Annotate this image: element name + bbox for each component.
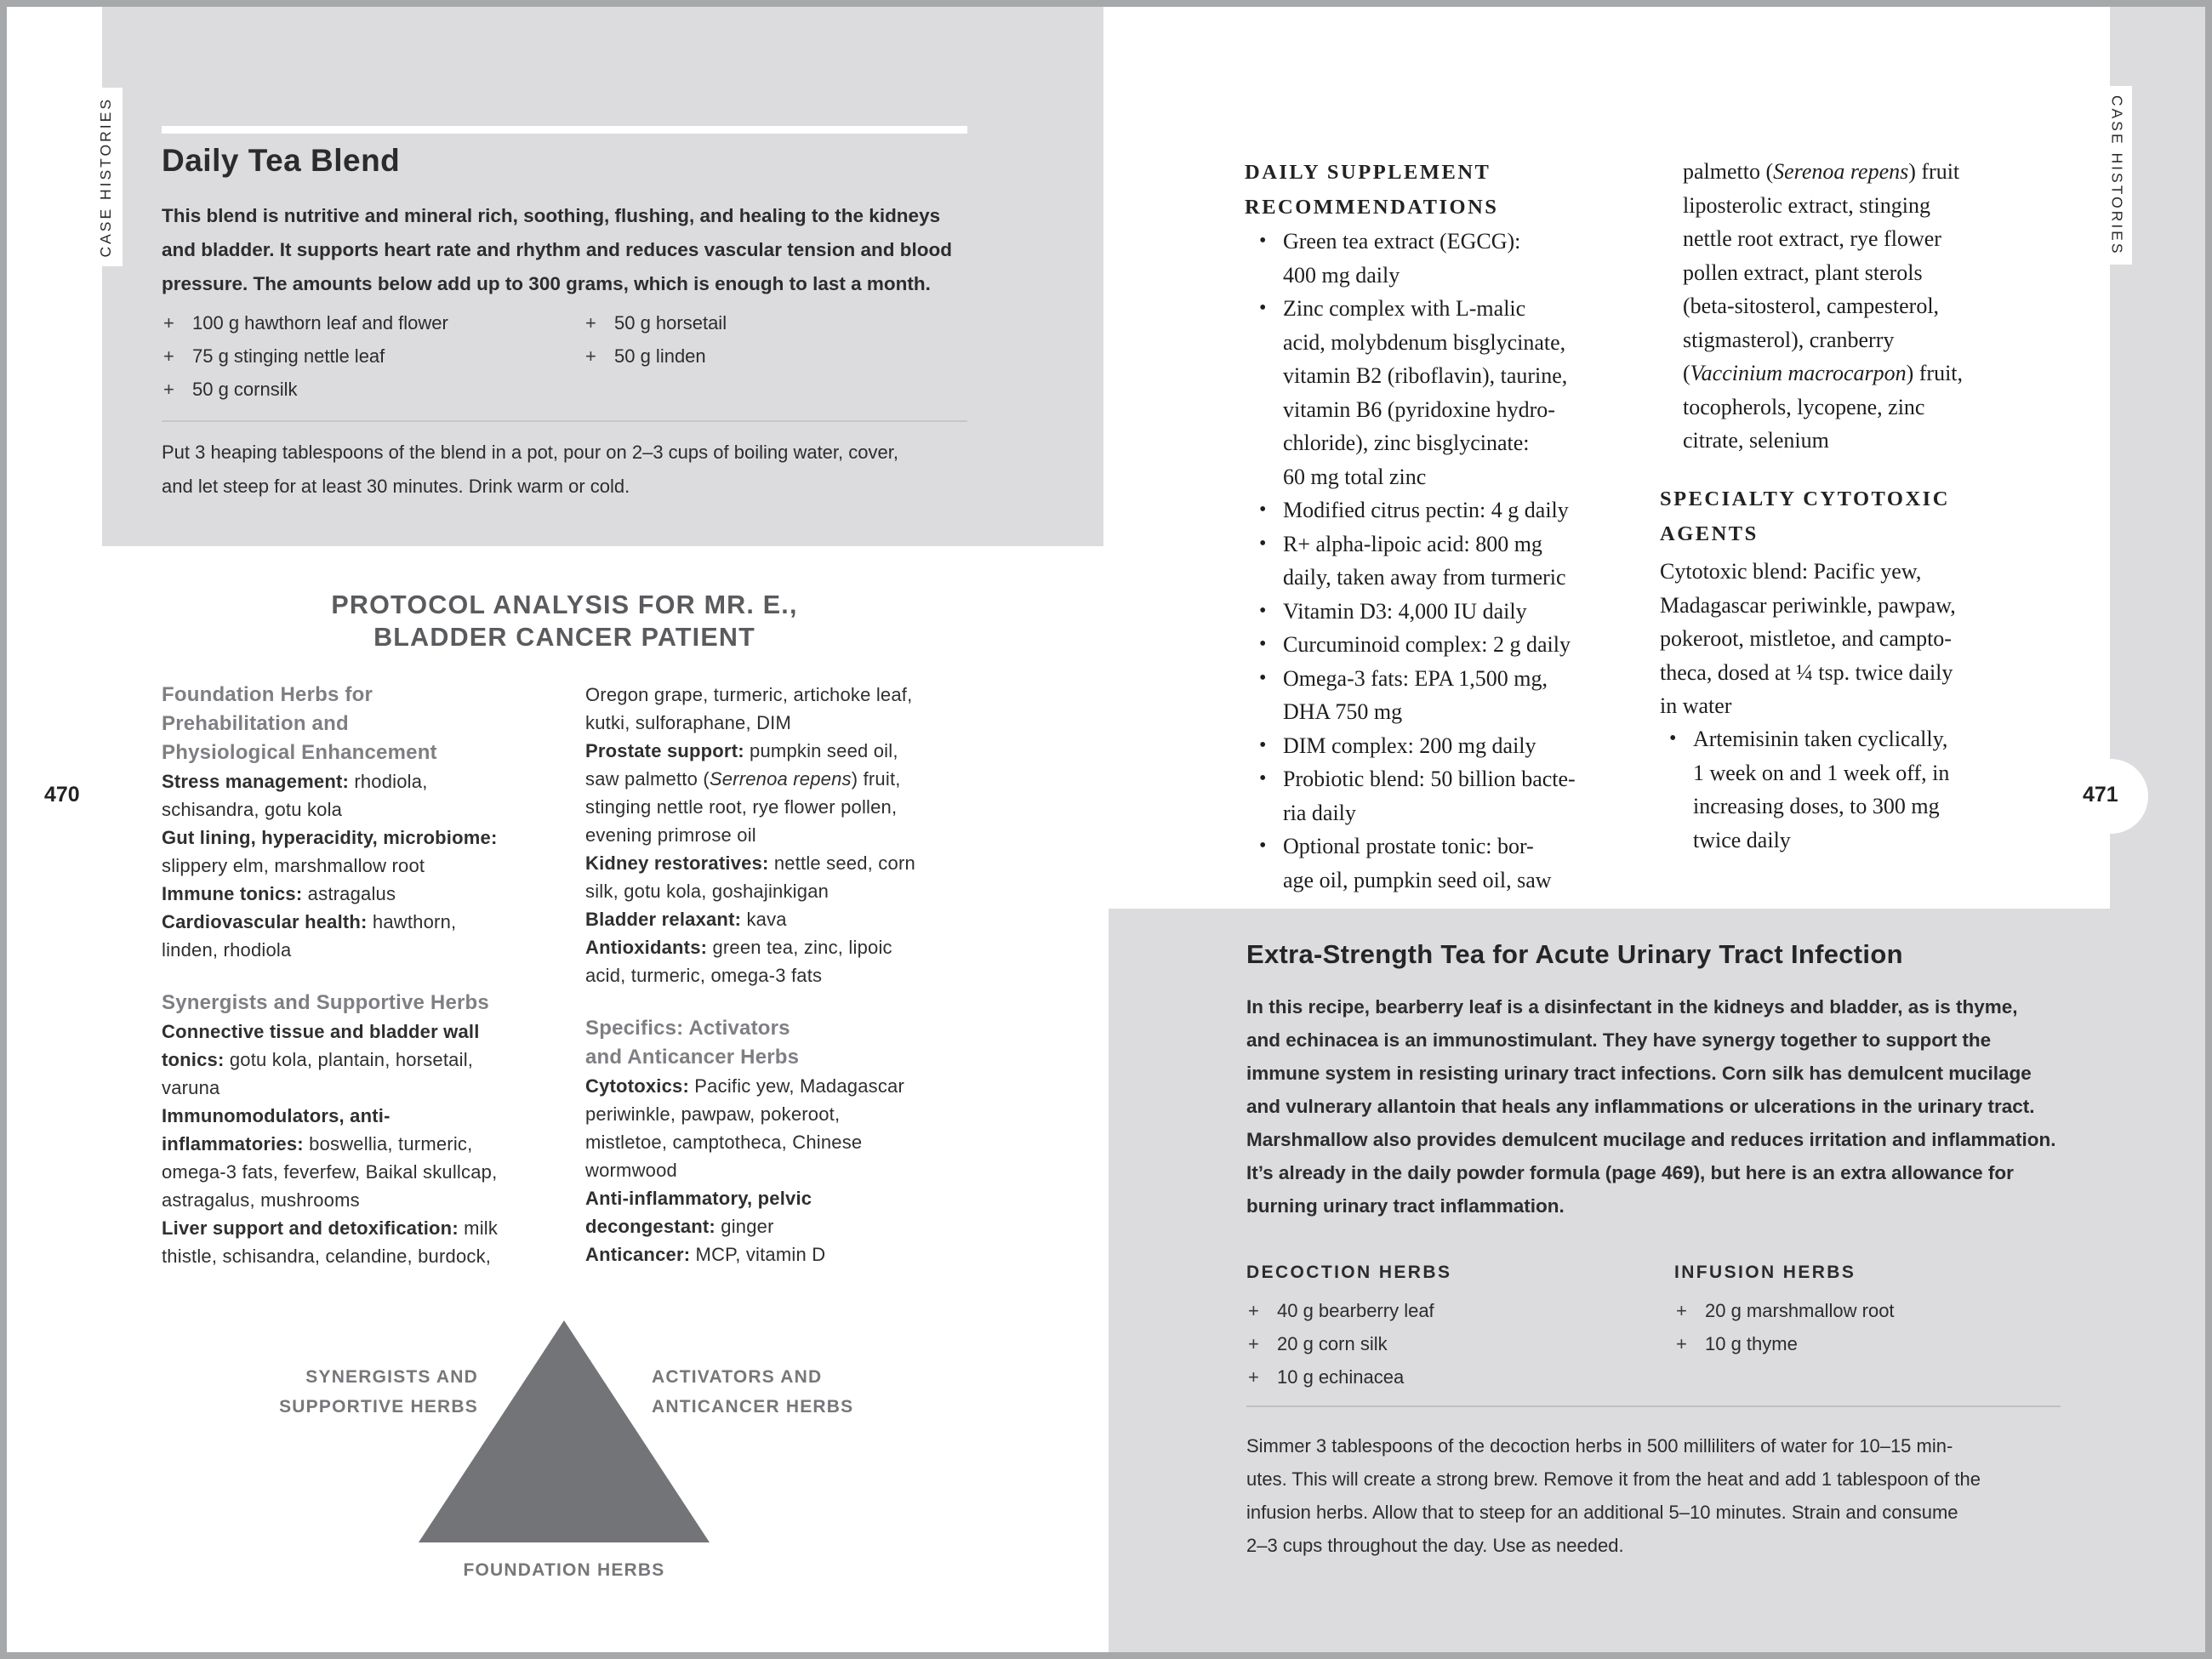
herb-pyramid-triangle (419, 1320, 710, 1542)
decoction-herbs-heading: DECOCTION HERBS (1246, 1263, 1452, 1282)
left-edge-tab (88, 88, 123, 266)
tea-box-instructions: Put 3 heaping tablespoons of the blend in a pot, pour on 2–3 cups of boiling water, cover, and let steep for at least 30 minutes. Drink warm or cold. (162, 442, 898, 497)
tea-box-intro: This blend is nutritive and mineral rich, soothing, flushing, and healing to the kidneys and bladder. It supports heart rate and rhythm and reduces vascular tension and blood pressure. The amounts below add up to 300 grams, which is enough to last a month. (162, 205, 952, 294)
triangle-bottom-label: FOUNDATION HERBS (463, 1560, 665, 1580)
supplements-list: • Green tea extract (EGCG): 400 mg daily • Zinc complex with L-malic acid, molybdenum bisglycinate, vitamin B2 (riboflavin), taurine, vitamin B6 (pyridoxine hydro- chloride), zinc bisglycinate: 60 mg total zinc • Modified citrus pectin: 4 g daily • R+ alpha-lipoic acid: 800 mg daily, taken away from turmeric • Vitamin D3: 4,000 IU daily • Curcuminoid complex: 2 g daily • Omega-3 fats: EPA 1,500 mg, DHA 750 mg • DIM complex: 200 mg daily • Probiotic blend: 50 billion bacte- ria daily • Optional prostate tonic: bor- age oil, pumpkin seed oil, saw (1259, 229, 1576, 892)
frame-top (0, 0, 2212, 7)
tea-ingredients-col1: + 100 g hawthorn leaf and flower + 75 g stinging nettle leaf + 50 g cornsilk (163, 312, 448, 400)
protocol-heading: PROTOCOL ANALYSIS FOR MR. E., BLADDER CANCER PATIENT (331, 590, 798, 652)
right-edge-tab (2101, 86, 2132, 265)
right-edge-tab-label: CASE HISTORIES (2108, 94, 2126, 256)
uti-box-intro: In this recipe, bearberry leaf is a disinfectant in the kidneys and bladder, as is thyme, and echinacea is an immunostimulant. They have synergy together to support the immune system in resisting urinary tract infections. Corn silk has demulcent mucilage and vulnerary allantoin that heals any inflammations or ulcerations in the urinary tract. Marshmallow also provides demulcent mucilage and reduces irritation and inflammation. It’s already in the daily powder formula (page 469), but here is an extra allowance for burning urinary tract inflammation. (1246, 996, 2056, 1217)
cytotoxic-agents-heading: SPECIALTY CYTOTOXIC AGENTS (1660, 487, 1950, 545)
right-page-number: 471 (2083, 783, 2118, 807)
supplements-continuation: palmetto (Serenoa repens) fruit liposterolic extract, stinging nettle root extract, rye flower pollen extract, plant sterols (beta-sitosterol, campesterol, stigmasterol), cranberry (Vaccinium macrocarpon) fruit, tocopherols, lycopene, zinc citrate, selenium (1683, 159, 1964, 453)
protocol-column-1: Foundation Herbs for Prehabilitation and Physiological Enhancement Stress management: rhodiola, schisandra, gotu kola Gut lining, hyperacidity, microbiome: slippery elm, marshmallow root Immune tonics: astragalus Cardiovascular health: hawthorn, linden, rhodiola Synergists and Supportive Herbs Connective tissue and bladder wall tonics: gotu kola, plantain, horsetail, varuna Immunomodulators, anti- inflammatories: boswellia, turmeric, omega-3 fats, feverfew, Baikal skullcap, astragalus, mushrooms Liver support and detoxification: milk thistle, schisandra, celandine, burdock, (162, 683, 499, 1267)
tea-box-divider (162, 420, 967, 422)
protocol-column-2: Oregon grape, turmeric, artichoke leaf, kutki, sulforaphane, DIM Prostate support: pumpkin seed oil, saw palmetto (Serrenoa repens) fruit, stinging nettle root, rye flower pollen, evening primrose oil Kidney restoratives: nettle seed, corn silk, gotu kola, goshajinkigan Bladder relaxant: kava Antioxidants: green tea, zinc, lipoic acid, turmeric, omega-3 fats Specifics: Activators and Anticancer Herbs Cytotoxics: Pacific yew, Madagascar periwinkle, pawpaw, pokeroot, mistletoe, camptotheca, Chinese wormwood Anti-inflammatory, pelvic decongestant: ginger Anticancer: MCP, vitamin D (585, 684, 915, 1265)
triangle-left-label: SYNERGISTS AND SUPPORTIVE HERBS (279, 1367, 478, 1417)
cytotoxic-agents-text: Cytotoxic blend: Pacific yew, Madagascar periwinkle, pawpaw, pokeroot, mistletoe, and campto- theca, dosed at ¼ tsp. twice daily in water (1660, 559, 1956, 718)
supplements-heading: DAILY SUPPLEMENT RECOMMENDATIONS (1245, 161, 1499, 219)
frame-left (0, 0, 7, 1659)
left-page-number: 470 (44, 783, 80, 807)
tea-box-title: Daily Tea Blend (162, 143, 401, 178)
uti-box-divider (1246, 1405, 2061, 1407)
uti-box-title: Extra-Strength Tea for Acute Urinary Tract Infection (1246, 939, 1903, 969)
frame-bottom (0, 1652, 2212, 1659)
cytotoxic-agents-list: • Artemisinin taken cyclically, 1 week on and 1 week off, in increasing doses, to 300 mg twice daily (1669, 727, 1950, 852)
left-edge-tab-label: CASE HISTORIES (96, 96, 114, 258)
triangle-right-label: ACTIVATORS AND ANTICANCER HERBS (652, 1367, 854, 1417)
uti-box-instructions: Simmer 3 tablespoons of the decoction herbs in 500 milliliters of water for 10–15 min- utes. This will create a strong brew. Remove it from the heat and add 1 tablespoon of the infusion herbs. Allow that to steep for an additional 5–10 minutes. Strain and consume 2–3 cups throughout the day. Use as needed. (1246, 1435, 1981, 1556)
frame-right (2205, 0, 2212, 1659)
tea-ingredients-col2: + 50 g horsetail + 50 g linden (585, 312, 727, 367)
decoction-herbs-list: + 40 g bearberry leaf + 20 g corn silk + 10 g echinacea (1248, 1300, 1434, 1388)
tea-box-top-rule (162, 126, 967, 134)
infusion-herbs-list: + 20 g marshmallow root + 10 g thyme (1676, 1300, 1895, 1354)
infusion-herbs-heading: INFUSION HERBS (1674, 1263, 1856, 1282)
